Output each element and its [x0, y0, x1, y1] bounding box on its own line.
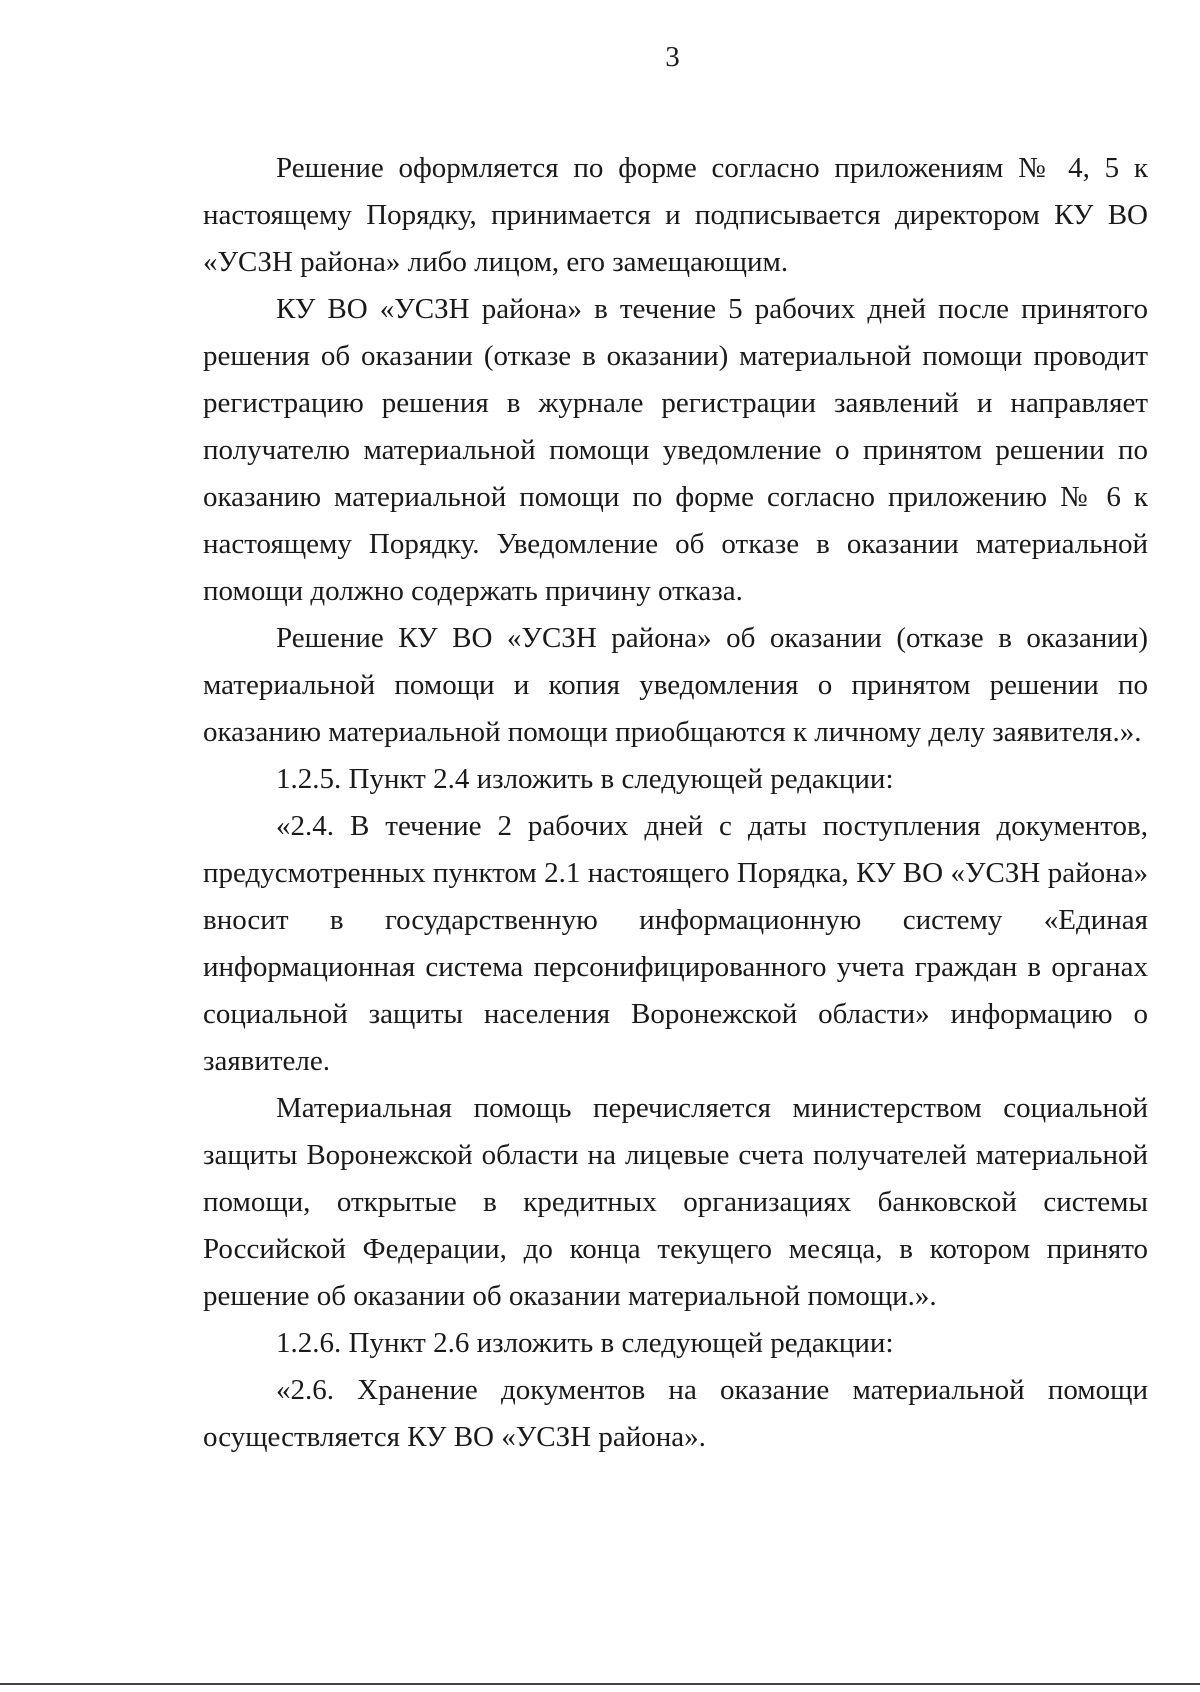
footer-rule: [0, 1683, 1200, 1685]
paragraph-clause-2-4: «2.4. В течение 2 рабочих дней с даты поступления документов, предусмотренных пунктом 2.1 настоящего Порядка, КУ ВО «УСЗН района» вносит в государственную информационную систему «Единая информационная система персонифицированного учета граждан в органах социальной защиты населения Воронежской области» информацию о заявителе.: [203, 810, 1148, 1077]
page-number: 3: [665, 41, 680, 73]
paragraph-registration-notice: КУ ВО «УСЗН района» в течение 5 рабочих дней после принятого решения об оказании (отказе в оказании) материальной помощи проводит регистрацию решения в журнале регистрации заявлений и направляет получателю материальной помощи уведомление о принятом решении по оказанию материальной помощи по форме согласно приложению № 6 к настоящему Порядку. Уведомление об отказе в оказании материальной помощи должно содержать причину отказа.: [203, 293, 1148, 607]
paragraph-decision-form: Решение оформляется по форме согласно приложениям № 4, 5 к настоящему Порядку, принимается и подписывается директором КУ ВО «УСЗН района» либо лицом, его замещающим.: [203, 152, 1148, 278]
paragraph-item-1-2-5: 1.2.5. Пункт 2.4 изложить в следующей редакции:: [276, 763, 894, 795]
paragraph-payment-transfer: Материальная помощь перечисляется министерством социальной защиты Воронежской области на лицевые счета получателей материальной помощи, открытые в кредитных организациях банковской системы Российской Федерации, до конца текущего месяца, в котором принято решение об оказании об оказании материальной помощи.».: [203, 1092, 1148, 1312]
document-body: [203, 145, 1148, 1461]
paragraph-clause-2-6: «2.6. Хранение документов на оказание материальной помощи осуществляется КУ ВО «УСЗН района».: [203, 1374, 1148, 1453]
paragraph-item-1-2-6: 1.2.6. Пункт 2.6 изложить в следующей редакции:: [276, 1327, 894, 1359]
paragraph-personal-file: Решение КУ ВО «УСЗН района» об оказании (отказе в оказании) материальной помощи и копия уведомления о принятом решении по оказанию материальной помощи приобщаются к личному делу заявителя.».: [203, 622, 1148, 748]
